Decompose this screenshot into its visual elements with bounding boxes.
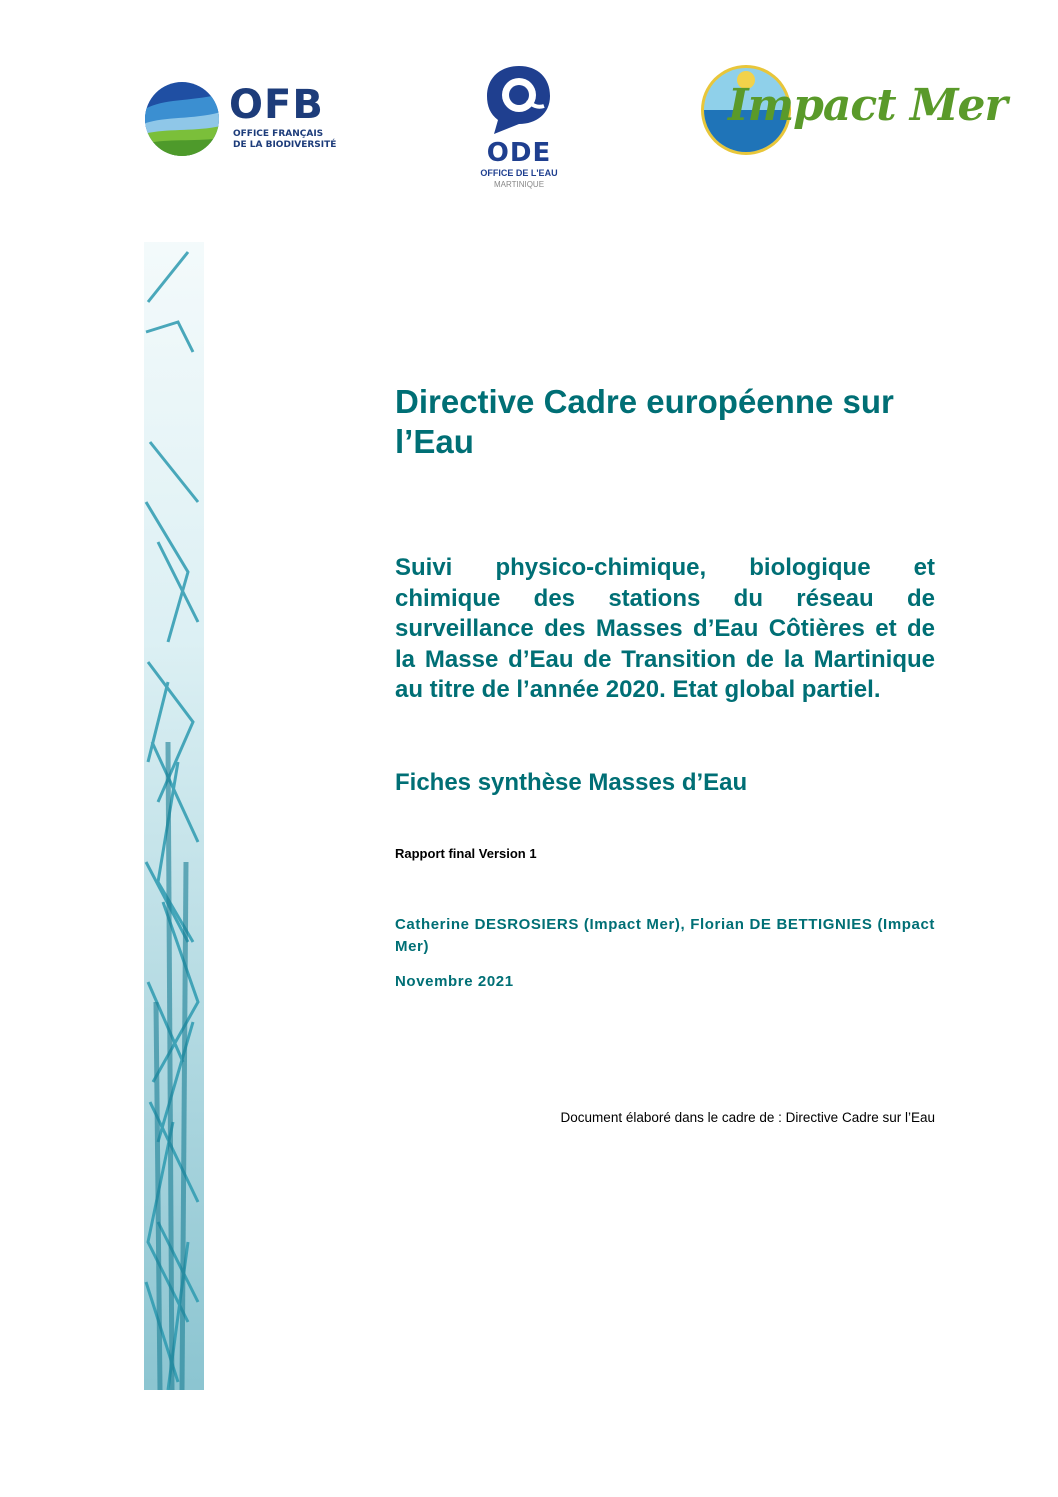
impact-mer-wordmark: Impact Mer bbox=[728, 80, 1007, 131]
publication-date: Novembre 2021 bbox=[395, 973, 514, 990]
section-heading: Fiches synthèse Masses d’Eau bbox=[395, 769, 748, 796]
ode-line2: MARTINIQUE bbox=[493, 180, 545, 189]
ofb-line1: OFFICE FRANÇAIS bbox=[233, 129, 324, 139]
ode-line1: OFFICE DE L'EAU bbox=[480, 168, 558, 178]
ode-abbr: ODE bbox=[486, 138, 552, 168]
authors: Catherine DESROSIERS (Impact Mer), Florian DE BETTIGNIES (Impact Mer) bbox=[395, 916, 935, 955]
report-version: Rapport final Version 1 bbox=[395, 846, 537, 861]
document-subtitle: Suivi physico-chimique, biologique et chimique des stations du réseau de surveillance des Masses d’Eau Côtières et de la Masse d’Eau de Transition de la Martinique au titre de l’année 2020. Etat global partiel. bbox=[395, 554, 935, 704]
ofb-logo bbox=[143, 80, 343, 160]
ode-drop-icon bbox=[470, 62, 568, 142]
ode-logo bbox=[470, 62, 568, 192]
document-title: Directive Cadre européenne sur l’Eau bbox=[395, 383, 894, 460]
ofb-emblem-icon bbox=[143, 80, 221, 158]
decorative-grass-image bbox=[138, 242, 210, 1390]
grass-icon bbox=[138, 242, 210, 1390]
frame-note: Document élaboré dans le cadre de : Directive Cadre sur l’Eau bbox=[560, 1110, 935, 1125]
ofb-line2: DE LA BIODIVERSITÉ bbox=[233, 140, 337, 150]
ofb-abbr: OFB bbox=[229, 82, 324, 128]
impact-mer-logo bbox=[700, 62, 1007, 160]
